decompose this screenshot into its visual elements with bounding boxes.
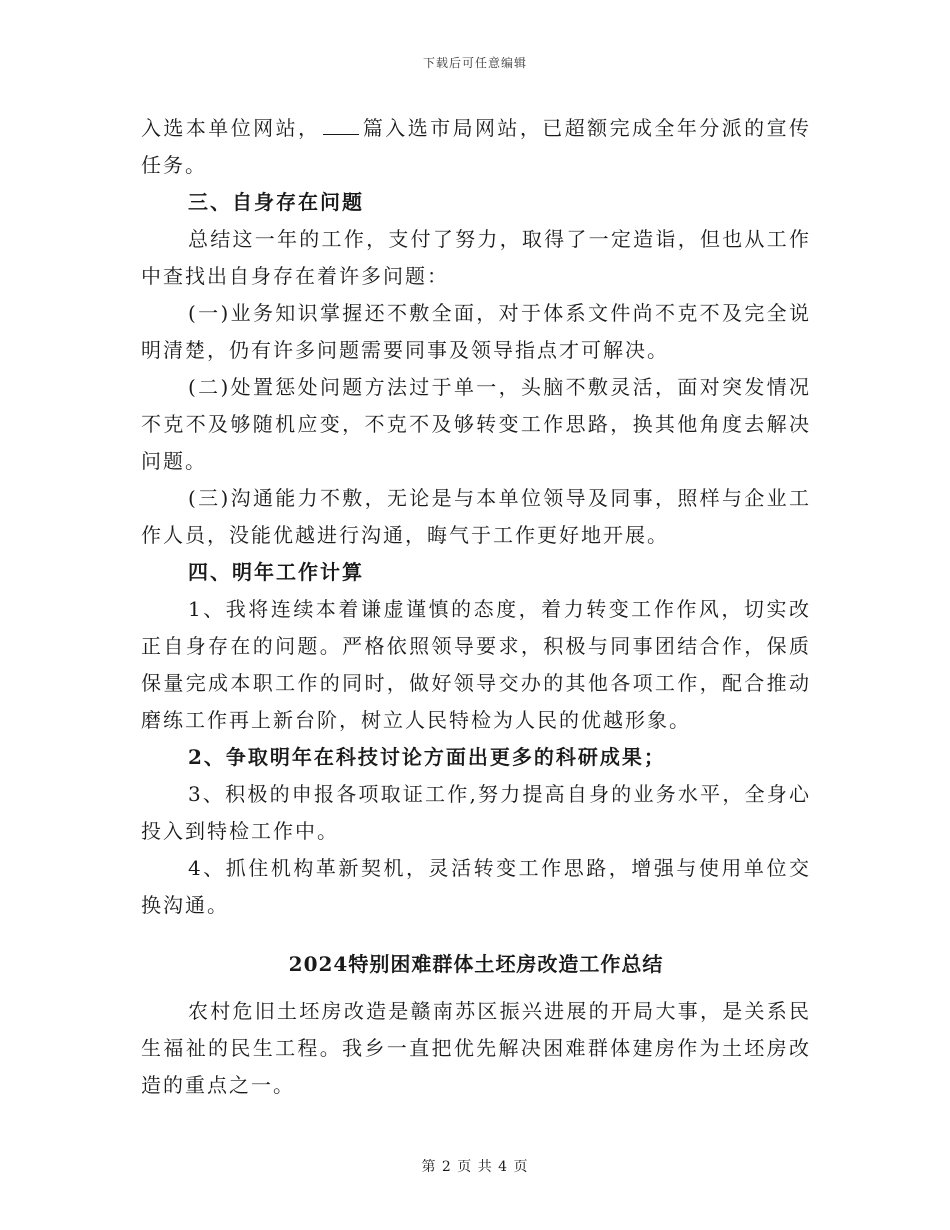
fill-in-blank — [323, 116, 359, 135]
continuation-text-end: 篇入选市局网站，已超额完成全年分派的宣传任务。 — [141, 116, 812, 177]
paragraph-intro: 农村危旧土坯房改造是赣南苏区振兴进展的开局大事，是关系民生福祉的民生工程。我乡一直把优先解决困难群体建房作为土坯房改造的重点之一。 — [141, 999, 811, 1097]
page-header: 下载后可任意编辑 — [422, 56, 527, 70]
continuation-text-start: 入选本单位网站， — [141, 116, 321, 140]
paragraph-problem-3: (三)沟通能力不敷，无论是与本单位领导及同事，照样与企业工作人员，没能优越进行沟通，晦气于工作更好地开展。 — [141, 486, 811, 547]
paragraph-plan-4: 4、抓住机构革新契机，灵活转变工作思路，增强与使用单位交换沟通。 — [141, 856, 811, 917]
continuation-paragraph — [141, 110, 811, 184]
document-body — [141, 110, 811, 1104]
section-heading-plan: 四、明年工作计算 — [188, 560, 364, 584]
paragraph-problem-1: (一)业务知识掌握还不敷全面，对于体系文件尚不克不及完全说明清楚，仍有许多问题需要同事及领导指点才可解决。 — [141, 301, 811, 362]
paragraph-problem-2: (二)处置惩处问题方法过于单一，头脑不敷灵活，面对突发情况不克不及够随机应变，不克不及够转变工作思路，换其他角度去解决问题。 — [141, 375, 811, 473]
paragraph-plan-2: 2、争取明年在科技讨论方面出更多的科研成果； — [188, 745, 666, 769]
paragraph-problems-intro: 总结这一年的工作，支付了努力，取得了一定造诣，但也从工作中查找出自身存在着许多问题： — [141, 227, 811, 288]
paragraph-plan-3: 3、积极的申报各项取证工作,努力提高自身的业务水平，全身心投入到特检工作中。 — [141, 782, 811, 843]
page-footer: 第 2 页 共 4 页 — [421, 1159, 529, 1175]
paragraph-plan-1: 1、我将连续本着谦虚谨慎的态度，着力转变工作作风，切实改正自身存在的问题。严格依照领导要求，积极与同事团结合作，保质保量完成本职工作的同时，做好领导交办的其他各项工作，配合推动磨练工作再上新台阶，树立人民特检为人民的优越形象。 — [141, 597, 811, 732]
document-title: 2024特别困难群体土坯房改造工作总结 — [288, 952, 664, 976]
section-heading-problems: 三、自身存在问题 — [188, 190, 364, 214]
